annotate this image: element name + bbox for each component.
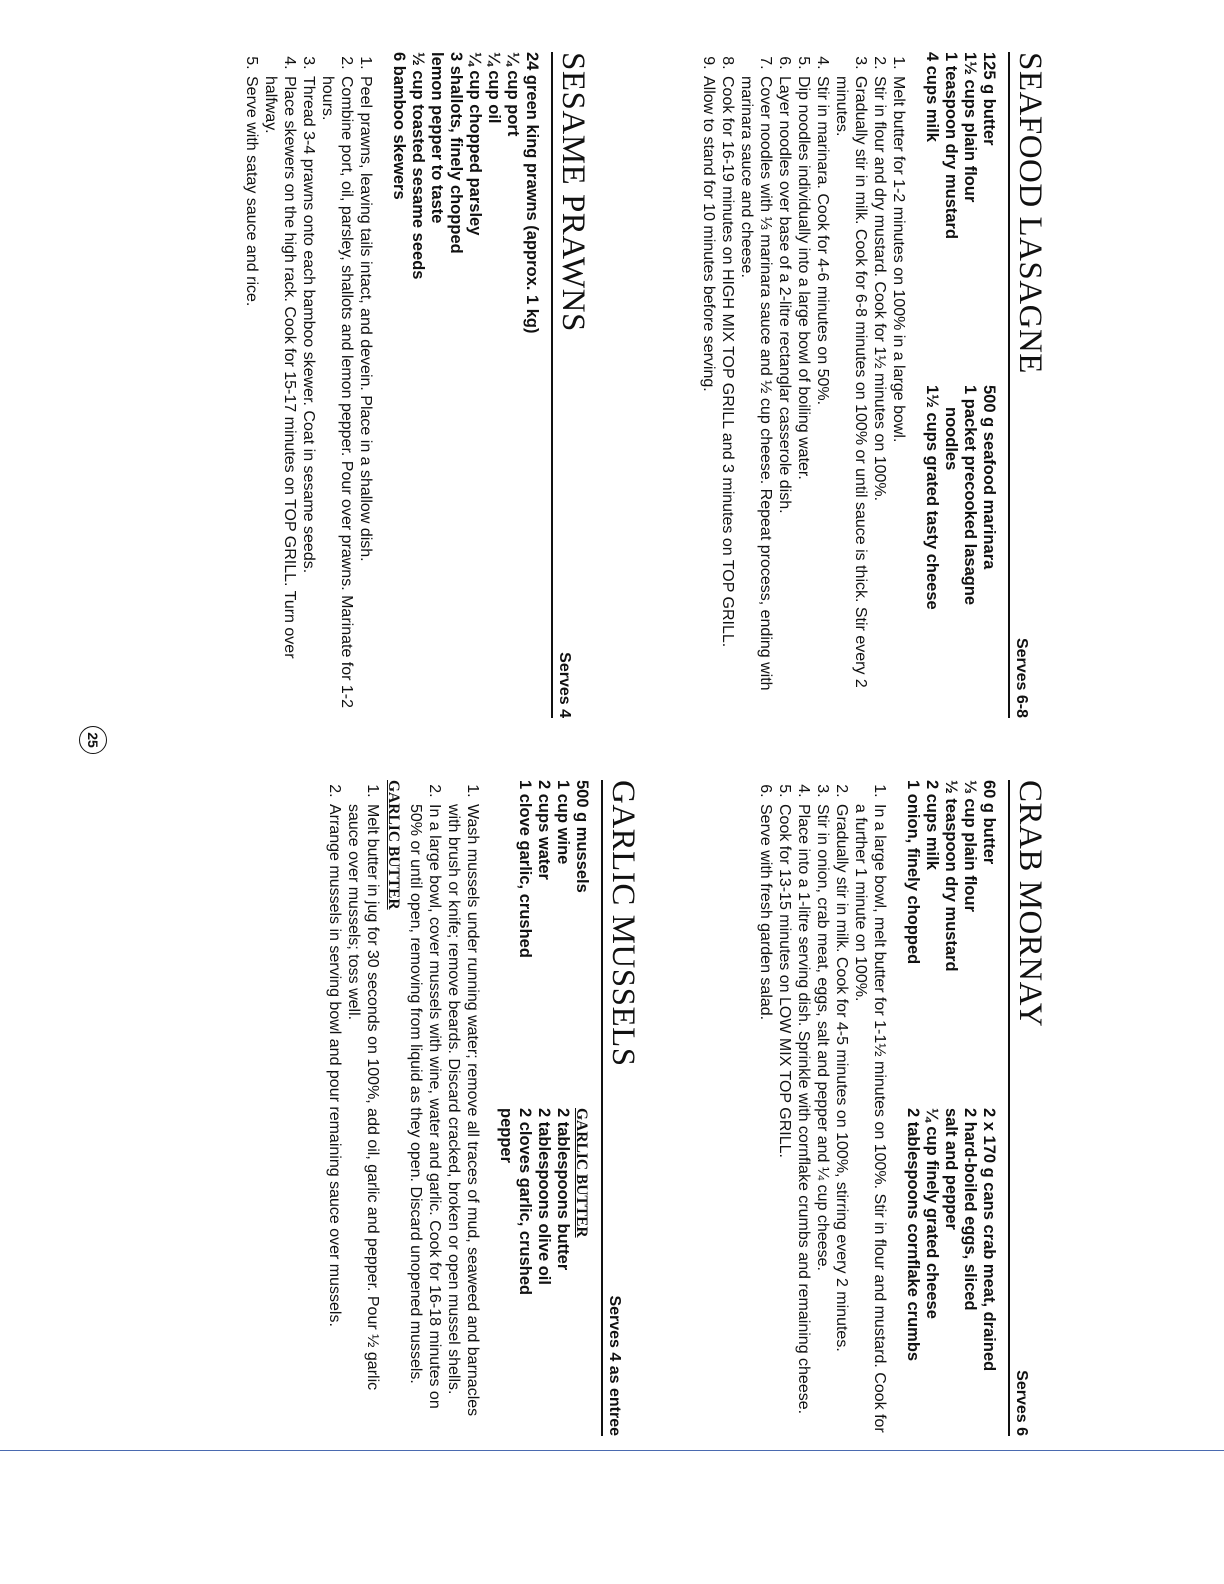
seafood-lasagne-steps bbox=[699, 52, 908, 718]
ingredient: ⅓ cup plain flour bbox=[961, 780, 979, 913]
step: 1. Wash mussels under running water; remove all traces of mud, seaweed and barnacles with brush or knife; remove beards. Discard cracked, broken or open mussel shells. bbox=[444, 802, 482, 1436]
step: 2. Gradually stir in milk. Cook for 4-5 minutes on 100%, stirring every 2 minutes. bbox=[832, 802, 851, 1436]
page-number: 25 bbox=[79, 726, 107, 754]
garlic-mussels-ingredients bbox=[496, 780, 591, 1436]
sesame-prawns-steps bbox=[242, 52, 375, 718]
step: 3. Gradually stir in milk. Cook for 6-8 minutes on 100% or until sauce is thick. Stir every 2 minutes. bbox=[832, 74, 870, 718]
ingredient: 3 shallots, finely chopped bbox=[447, 52, 465, 254]
step: 3. Thread 3-4 prawns onto each bamboo skewer. Coat in sesame seeds. bbox=[299, 74, 318, 718]
ingredient: ½ cup toasted sesame seeds bbox=[409, 52, 427, 280]
step: 1. In a large bowl, melt butter for 1-1½ minutes on 100%. Stir in flour and mustard. Cook for a further 1 minute on 100%. bbox=[851, 802, 889, 1436]
ingredient: ¼ cup port bbox=[504, 52, 522, 137]
step: 1. Peel prawns, leaving tails intact, and devein. Place in a shallow dish. bbox=[356, 74, 375, 718]
garlic-mussels-section bbox=[325, 780, 639, 1436]
seafood-lasagne-ingredients bbox=[922, 52, 998, 718]
step: 5. Dip noodles individually into a large bowl of boiling water. bbox=[794, 74, 813, 718]
garlic-mussels-header bbox=[601, 780, 639, 1436]
step: 2. Stir in flour and dry mustard. Cook for 1½ minutes on 100%. bbox=[870, 74, 889, 718]
ingredient: 2 cups milk bbox=[923, 780, 941, 870]
ingredient: 6 bamboo skewers bbox=[390, 52, 408, 200]
garlic-mussels-title: GARLIC MUSSELS bbox=[605, 780, 641, 1067]
garlic-mussels-steps bbox=[406, 780, 482, 1436]
step: 6. Layer noodles over base of a 2-litre rectanglar casserole dish. bbox=[775, 74, 794, 718]
sesame-prawns-section bbox=[242, 52, 589, 718]
ingredient: 24 green king prawns (approx. 1 kg) bbox=[523, 52, 541, 334]
step: 6. Serve with fresh garden salad. bbox=[756, 802, 775, 1436]
ingredient: 4 cups milk bbox=[923, 52, 941, 142]
crab-mornay-ingredients bbox=[903, 780, 998, 1436]
crab-mornay-steps bbox=[756, 780, 889, 1436]
step: 9. Allow to stand for 10 minutes before serving. bbox=[699, 74, 718, 718]
ingredient: lemon pepper to taste bbox=[428, 52, 446, 224]
step: 7. Cover noodles with ⅓ marinara sauce and ½ cup cheese. Repeat process, ending with marinara sauce and cheese. bbox=[737, 74, 775, 718]
ingredient: pepper bbox=[497, 1108, 515, 1164]
ingredient: 2 x 170 g cans crab meat, drained bbox=[980, 1108, 998, 1372]
step: 2. Arrange mussels in serving bowl and pour remaining sauce over mussels. bbox=[325, 802, 344, 1436]
seafood-lasagne-section bbox=[699, 52, 1046, 718]
ingredient: 2 hard-boiled eggs, sliced bbox=[961, 1108, 979, 1311]
ingredient: 2 cups water bbox=[535, 780, 553, 880]
crab-mornay-serves: Serves 6 bbox=[1013, 1370, 1030, 1436]
seafood-lasagne-header bbox=[1008, 52, 1046, 718]
garlic-mussels-serves: Serves 4 as entree bbox=[606, 1295, 623, 1436]
ingredient: 1 cup wine bbox=[554, 780, 572, 865]
step: 4. Stir in marinara. Cook for 4-6 minutes on 50%. bbox=[813, 74, 832, 718]
sesame-prawns-header bbox=[551, 52, 589, 718]
ingredient: 125 g butter bbox=[980, 52, 998, 146]
sesame-prawns-title: SESAME PRAWNS bbox=[555, 52, 591, 332]
step: 2. Combine port, oil, parsley, shallots and lemon pepper. Pour over prawns. Marinate for 1-2 hours. bbox=[318, 74, 356, 718]
ingredient: 1 packet precooked lasagne bbox=[961, 385, 979, 606]
ingredient: 2 tablespoons olive oil bbox=[535, 1108, 553, 1285]
ingredient: 1 clove garlic, crushed bbox=[516, 780, 534, 958]
ingredient: 1½ cups grated tasty cheese bbox=[923, 385, 941, 610]
ingredient: ¼ cup finely grated cheese bbox=[923, 1108, 941, 1319]
ingredient: ½ teaspoon dry mustard bbox=[942, 780, 960, 972]
step: 4. Place into a 1-litre serving dish. Sprinkle with cornflake crumbs and remaining cheese. bbox=[794, 802, 813, 1436]
ingredient: 2 tablespoons butter bbox=[554, 1108, 572, 1271]
ingredient: 1 teaspoon dry mustard bbox=[942, 52, 960, 240]
crab-mornay-title: CRAB MORNAY bbox=[1012, 780, 1048, 1028]
scan-edge-line bbox=[0, 1450, 1224, 1451]
ingredient: ¼ cup oil bbox=[485, 52, 503, 124]
ingredient: 60 g butter bbox=[980, 780, 998, 865]
sesame-prawns-serves: Serves 4 bbox=[556, 652, 573, 718]
ingredient: 500 g mussels bbox=[573, 780, 591, 893]
ingredient: salt and pepper bbox=[942, 1108, 960, 1230]
step: 3. Stir in onion, crab meat, eggs, salt and pepper and ¼ cup cheese. bbox=[813, 802, 832, 1436]
garlic-butter-method-heading: GARLIC BUTTER bbox=[385, 780, 402, 910]
crab-mornay-section bbox=[756, 780, 1046, 1436]
step: 8. Cook for 16-19 minutes on HIGH MIX TOP GRILL and 3 minutes on TOP GRILL. bbox=[718, 74, 737, 718]
sesame-prawns-ingredients bbox=[389, 52, 541, 718]
garlic-butter-heading: GARLIC BUTTER bbox=[573, 1108, 590, 1238]
step: 5. Serve with satay sauce and rice. bbox=[242, 74, 261, 718]
step: 1. Melt butter for 1-2 minutes on 100% in a large bowl. bbox=[889, 74, 908, 718]
step: 5. Cook for 13-15 minutes on LOW MIX TOP GRILL. bbox=[775, 802, 794, 1436]
ingredient: ¼ cup chopped parsley bbox=[466, 52, 484, 236]
crab-mornay-header bbox=[1008, 780, 1046, 1436]
ingredient: 1 onion, finely chopped bbox=[904, 780, 922, 965]
ingredient: 1½ cups plain flour bbox=[961, 52, 979, 203]
step: 1. Melt butter in jug for 30 seconds on 100%, add oil, garlic and pepper. Pour ½ garlic sauce over mussels; toss well. bbox=[344, 802, 382, 1436]
ingredient: 2 tablespoons cornflake crumbs bbox=[904, 1108, 922, 1362]
step: 4. Place skewers on the high rack. Cook for 15-17 minutes on TOP GRILL. Turn over halfway. bbox=[261, 74, 299, 718]
step: 2. In a large bowl, cover mussels with wine, water and garlic. Cook for 16-18 minutes on 50% or until open, removing from liquid as they open. Discard unopened mussels. bbox=[406, 802, 444, 1436]
seafood-lasagne-serves: Serves 6-8 bbox=[1013, 637, 1030, 718]
ingredient: 2 cloves garlic, crushed bbox=[516, 1108, 534, 1296]
ingredient: noodles bbox=[942, 407, 960, 471]
seafood-lasagne-title: SEAFOOD LASAGNE bbox=[1012, 52, 1048, 374]
garlic-butter-steps bbox=[325, 780, 382, 1436]
ingredient: 500 g seafood marinara bbox=[980, 385, 998, 570]
